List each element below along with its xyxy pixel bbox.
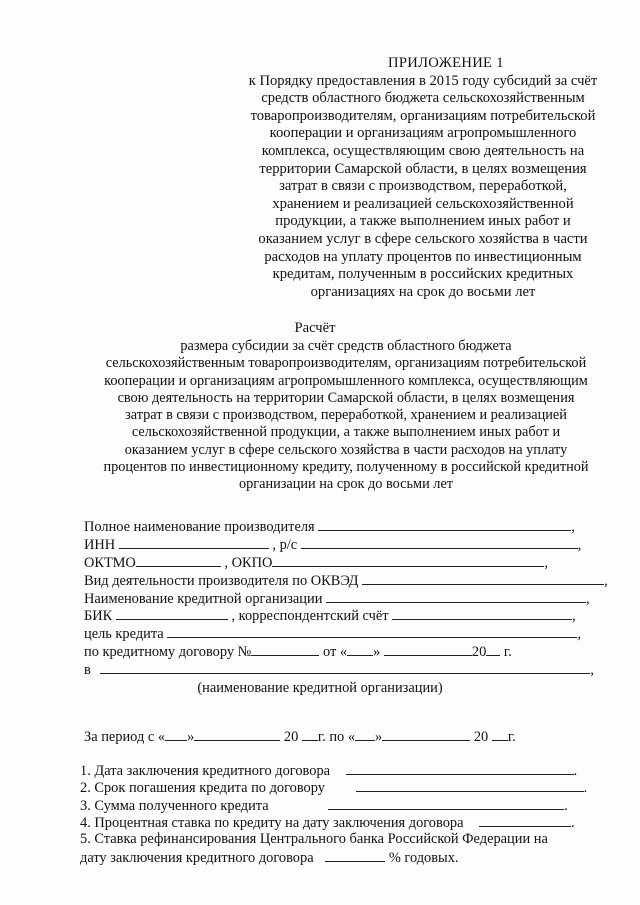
repayment-term-field[interactable]: [356, 778, 584, 792]
annex-line: средств областного бюджета сельскохозяйственным: [261, 90, 585, 107]
annex-line: к Порядку предоставления в 2015 году субсидий за счёт: [248, 72, 598, 89]
interest-rate-field[interactable]: [479, 813, 571, 827]
account-label: , р/с: [272, 536, 298, 553]
item-refinancing-label: 5. Ставка рефинансирования Центрального банка Российской Федерации на: [80, 830, 548, 847]
okved-field[interactable]: [362, 571, 604, 585]
list-item-continued: [80, 848, 600, 865]
calc-line: свою деятельность на территории Самарской области, в целях возмещения: [117, 389, 575, 406]
calc-title: Расчёт: [294, 320, 336, 336]
comma: ,: [577, 626, 581, 643]
full-name-label: Полное наименование производителя: [84, 519, 315, 535]
comma: ,: [572, 608, 576, 625]
oktmo-label: ОКТМО: [84, 554, 136, 571]
period-start-year-field[interactable]: [302, 727, 318, 741]
corr-account-field[interactable]: [392, 606, 572, 620]
producer-form: [84, 517, 608, 679]
comma: ,: [590, 662, 595, 679]
annex-line: затрат в связи с производством, переработкой,: [279, 178, 567, 195]
purpose-row: [84, 624, 604, 642]
calc-line: затрат в связи с производством, переработкой, хранением и реализацией: [125, 407, 567, 424]
list-item: 3. Сумма полученного кредита .: [80, 797, 568, 814]
close-quote: »: [187, 729, 195, 745]
comma: ,: [604, 572, 608, 589]
annex-line: продукции, а также выполнением иных работ и: [275, 213, 571, 230]
bank-name-field[interactable]: [326, 589, 586, 603]
annex-line: оказанием услуг в сфере сельского хозяйства в части: [258, 230, 588, 247]
item-date-label: 1. Дата заключения кредитного договора: [80, 763, 331, 779]
okpo-field[interactable]: [272, 553, 544, 567]
oktmo-row: [84, 553, 604, 571]
calc-description: [86, 338, 606, 494]
annex-line: хранением и реализацией сельскохозяйственной: [272, 195, 574, 212]
item-rate-label: 4. Процентная ставка по кредиту на дату заключения договора: [80, 815, 464, 832]
list-item: [80, 831, 600, 848]
close-quote: »: [375, 729, 383, 745]
contract-row: [84, 642, 604, 660]
contract-number-field[interactable]: [251, 642, 319, 656]
full-name-row: [84, 517, 604, 535]
bank-field[interactable]: [100, 660, 590, 674]
inn-row: [84, 535, 604, 553]
contract-label: по кредитному договору №: [84, 644, 252, 661]
annex-line: кооперации и организациям агропромышленного: [269, 125, 577, 142]
bik-field[interactable]: [116, 606, 228, 620]
okpo-label: , ОКПО: [224, 554, 273, 571]
year-prefix: 20: [471, 644, 487, 661]
annex-line: комплекса, осуществляющим свою деятельность на: [261, 142, 585, 159]
percent-unit: % годовых.: [388, 849, 459, 866]
credit-amount-field[interactable]: [328, 796, 564, 810]
period-end-month-field[interactable]: [382, 727, 470, 741]
bank-name-label: Наименование кредитной организации: [84, 590, 323, 607]
bik-label: БИК: [84, 608, 113, 625]
period-row: [84, 727, 516, 746]
annex-line: организациях на срок до восьми лет: [310, 283, 536, 300]
inn-field[interactable]: [119, 535, 269, 549]
period-start-day-field[interactable]: [165, 727, 187, 741]
annex-block: [248, 55, 598, 301]
calc-title-block: [0, 320, 640, 338]
bank-name-row: [84, 589, 604, 607]
comma: ,: [577, 536, 582, 553]
okved-row: [84, 571, 608, 589]
oktmo-field[interactable]: [136, 553, 221, 567]
annex-line: территории Самарской области, в целях возмещения: [259, 160, 587, 177]
item-amount-label: 3. Сумма полученного кредита: [80, 797, 269, 814]
inn-label: ИНН: [84, 536, 116, 553]
in-label: в: [84, 662, 91, 679]
calc-line: процентов по инвестиционному кредиту, полученному в российской кредитной: [103, 459, 589, 476]
year-prefix: 20: [283, 729, 299, 745]
purpose-label: цель кредита: [84, 626, 164, 643]
purpose-field[interactable]: [167, 624, 577, 638]
corr-account-label: , корреспондентский счёт: [231, 608, 389, 625]
list-item: 1. Дата заключения кредитного договора .: [80, 763, 578, 779]
contract-date-field[interactable]: [346, 761, 574, 775]
contract-month-field[interactable]: [384, 642, 472, 656]
comma: ,: [571, 519, 575, 535]
year-suffix: г.: [507, 729, 516, 745]
annex-line: кредитам, полученным в российских кредитных: [272, 266, 574, 283]
calc-line: размера субсидии за счёт средств областного бюджета: [180, 338, 512, 354]
calc-line: кооперации и организациям агропромышленного комплекса, осуществляющим: [104, 372, 588, 389]
full-name-field[interactable]: [318, 517, 571, 531]
bank-row: [84, 660, 604, 678]
from-label: от «: [323, 644, 348, 661]
annex-heading: ПРИЛОЖЕНИЕ 1: [388, 55, 504, 71]
annex-line: расходов на уплату процентов по инвестиционным: [264, 248, 582, 265]
period-end-year-field[interactable]: [492, 727, 508, 741]
period-end-day-field[interactable]: [355, 727, 375, 741]
calc-line: оказанием услуг в сфере сельского хозяйства в части расходов на уплату: [124, 441, 568, 458]
list-item: 4. Процентная ставка по кредиту на дату заключения договора .: [80, 815, 575, 832]
contract-day-field[interactable]: [347, 642, 373, 656]
calc-line: сельскохозяйственной продукции, а также выполнением иных работ и: [131, 424, 561, 441]
period-to-label: г. по «: [317, 729, 356, 745]
bik-row: [84, 606, 604, 624]
calc-line: сельскохозяйственным товаропроизводителям, организациям потребительской: [105, 355, 587, 372]
close-quote: »: [373, 644, 381, 661]
period-start-month-field[interactable]: [194, 727, 280, 741]
item-refinancing-label-2: дату заключения кредитного договора: [80, 849, 314, 866]
period-prefix: За период с «: [84, 729, 166, 745]
contract-year-field[interactable]: [486, 642, 500, 656]
annex-line: товаропроизводителям, организациям потребительской: [250, 107, 596, 124]
account-field[interactable]: [301, 535, 578, 549]
item-term-label: 2. Срок погашения кредита по договору: [80, 780, 325, 797]
okved-label: Вид деятельности производителя по ОКВЭД: [84, 572, 359, 589]
calc-line: организации на срок до восьми лет: [238, 476, 454, 493]
comma: ,: [586, 590, 590, 607]
bank-caption: (наименование кредитной организации): [197, 680, 443, 696]
credit-details-list: [80, 761, 600, 865]
comma: ,: [544, 554, 548, 571]
list-item: 2. Срок погашения кредита по договору .: [80, 780, 588, 797]
year-prefix: 20: [473, 729, 489, 745]
refinancing-rate-field[interactable]: [325, 848, 385, 862]
year-suffix: г.: [503, 644, 512, 661]
